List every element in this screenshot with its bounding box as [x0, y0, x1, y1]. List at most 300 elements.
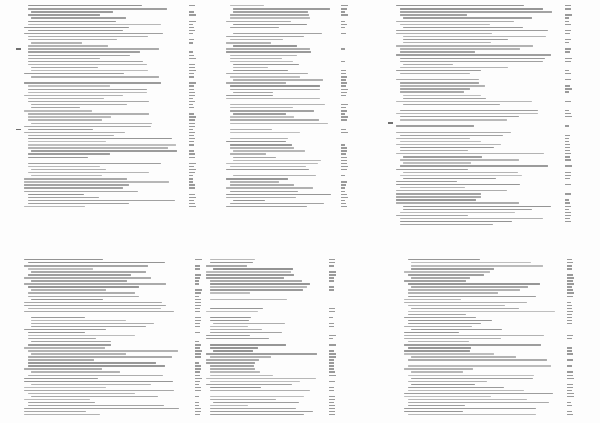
toc-page-number [189, 194, 195, 195]
toc-entry-text [226, 82, 286, 83]
toc-entry-text [403, 162, 471, 163]
toc-entry-text [400, 175, 522, 176]
toc-entry-text [396, 132, 511, 133]
toc-entry-text [400, 165, 548, 166]
toc-page-number [341, 187, 345, 188]
toc-entry-text [24, 305, 166, 306]
toc-page-number [195, 332, 200, 333]
toc-entry-text [28, 129, 93, 130]
toc-entry-text [408, 323, 481, 324]
toc-entry-text [31, 371, 120, 372]
toc-column-bottom-left [24, 258, 202, 416]
toc-entry-text [28, 163, 161, 164]
toc-page-number [195, 378, 202, 379]
toc-page-number [567, 311, 573, 312]
toc-entry-text [404, 350, 470, 351]
toc-entry-text [400, 212, 515, 213]
toc-page-number [195, 356, 201, 357]
toc-page-number [567, 314, 572, 315]
toc-page-number [341, 104, 348, 105]
toc-page-number [567, 359, 573, 360]
toc-entry-text [404, 338, 501, 339]
toc-page-number [189, 24, 193, 25]
toc-entry-text [206, 311, 258, 312]
toc-page-number [567, 384, 573, 385]
toc-entry-text [28, 308, 161, 309]
toc-entry-text [28, 85, 110, 86]
toc-entry-text [24, 277, 151, 278]
toc-entry-text [400, 58, 545, 59]
toc-entry-text [226, 169, 309, 170]
toc-page-number [565, 199, 569, 200]
toc-page-number [565, 14, 572, 15]
toc-entry-text [396, 70, 481, 71]
toc-column-top-middle [226, 4, 348, 208]
toc-page-number [341, 95, 346, 96]
toc-page-number [195, 317, 201, 318]
toc-entry-text [210, 317, 251, 318]
toc-page-number [567, 335, 573, 336]
toc-entry-text [404, 393, 553, 394]
toc-entry-text [233, 160, 321, 161]
toc-entry-text [396, 138, 470, 139]
toc-entry-text [28, 393, 135, 394]
toc-entry-text [28, 138, 172, 139]
toc-entry-text [403, 42, 491, 43]
toc-entry-text [400, 110, 538, 111]
toc-page-number [195, 277, 200, 278]
toc-page-number [195, 259, 202, 260]
toc-page-number [565, 91, 569, 92]
toc-page-number [189, 73, 194, 74]
toc-entry-text [404, 353, 494, 354]
toc-entry-text [230, 119, 319, 120]
toc-entry-text [400, 218, 543, 219]
toc-entry-text [230, 191, 298, 192]
toc-entry-text [24, 329, 106, 330]
toc-page-number [341, 169, 347, 170]
toc-entry-text [210, 280, 302, 281]
toc-page-number [341, 163, 347, 164]
toc-page-number [189, 197, 196, 198]
toc-entry-text [28, 335, 135, 336]
toc-entry-text [408, 390, 524, 391]
toc-entry-text [28, 274, 131, 275]
toc-page-number [565, 42, 569, 43]
toc-entry-text [210, 396, 304, 397]
toc-entry-text [400, 135, 503, 136]
toc-entry-text [403, 178, 496, 179]
toc-entry-text [206, 265, 247, 266]
toc-entry-text [213, 402, 299, 403]
toc-entry-text [403, 27, 523, 28]
toc-page-number [189, 113, 194, 114]
toc-entry-text [396, 54, 551, 55]
toc-entry-text [28, 24, 161, 25]
toc-entry-text [28, 8, 167, 9]
toc-page-number [565, 5, 571, 6]
toc-entry-text [411, 356, 516, 357]
toc-entry-text [28, 197, 99, 198]
toc-column-top-right [396, 4, 572, 226]
toc-entry-text [400, 51, 475, 52]
toc-page-number [329, 399, 335, 400]
toc-page-number [341, 8, 347, 9]
toc-page-number [189, 144, 194, 145]
toc-entry-text [233, 11, 308, 12]
toc-page-number [195, 341, 199, 342]
toc-entry-text [28, 332, 85, 333]
toc-entry-text [206, 271, 291, 272]
toc-page-number [329, 259, 335, 260]
toc-entry-text [226, 206, 307, 207]
toc-page-number [341, 191, 345, 192]
toc-page-number [565, 113, 571, 114]
toc-entry-text [226, 48, 310, 49]
toc-entry-text [24, 181, 169, 182]
toc-entry-text [206, 378, 316, 379]
toc-page-number [565, 165, 572, 166]
toc-entry-text [210, 326, 248, 327]
toc-entry-text [28, 21, 116, 22]
toc-entry-text [233, 64, 299, 65]
toc-page-number [565, 221, 571, 222]
toc-page-number [189, 187, 195, 188]
toc-entry-text [31, 320, 126, 321]
toc-entry-text [28, 359, 94, 360]
toc-page-number [565, 70, 569, 71]
toc-entry-text [31, 323, 154, 324]
toc-page-number [565, 48, 571, 49]
toc-entry-text [408, 402, 549, 403]
toc-page-number [189, 150, 194, 151]
toc-entry-text [411, 262, 531, 263]
toc-entry-text [230, 153, 266, 154]
toc-entry-text [233, 200, 265, 201]
toc-entry-text [206, 274, 294, 275]
toc-entry-text [31, 289, 106, 290]
toc-page-number [567, 323, 572, 324]
toc-entry-text [403, 95, 481, 96]
toc-entry-text [408, 296, 536, 297]
toc-page-number [565, 156, 570, 157]
toc-page-number [329, 277, 334, 278]
toc-entry-text [226, 42, 271, 43]
toc-page-number [329, 317, 333, 318]
toc-entry-text [408, 311, 555, 312]
toc-entry-text [206, 335, 250, 336]
toc-page-number [189, 11, 194, 12]
toc-entry-text [24, 95, 123, 96]
toc-entry-text [226, 187, 313, 188]
toc-entry-text [396, 101, 532, 102]
toc-page-number [195, 371, 200, 372]
toc-entry-text [230, 144, 292, 145]
toc-entry-text [28, 141, 106, 142]
toc-page-number [341, 116, 348, 117]
toc-page-number [195, 323, 200, 324]
toc-entry-text [403, 98, 486, 99]
toc-entry-text [28, 203, 129, 204]
toc-entry-text [404, 344, 541, 345]
toc-entry-text [226, 178, 288, 179]
toc-entry-text [31, 76, 159, 77]
toc-entry-text [230, 129, 272, 130]
toc-page-number [565, 33, 570, 34]
toc-page-number [567, 365, 572, 366]
toc-entry-text [233, 67, 268, 68]
toc-entry-text [31, 299, 103, 300]
toc-entry-text [31, 123, 152, 124]
toc-entry-text [24, 184, 129, 185]
toc-entry-text [396, 144, 501, 145]
toc-entry-text [411, 371, 463, 372]
toc-page-number [341, 206, 347, 207]
toc-entry-text [230, 27, 279, 28]
toc-entry-text [28, 135, 114, 136]
toc-entry-text [411, 268, 494, 269]
toc-entry-text [230, 203, 324, 204]
toc-entry-text [28, 350, 178, 351]
toc-entry-text [28, 58, 100, 59]
toc-entry-text [28, 375, 163, 376]
toc-entry-text [400, 11, 552, 12]
toc-entry-text [408, 292, 498, 293]
toc-page-number [329, 326, 334, 327]
toc-entry-text [408, 283, 540, 284]
toc-entry-text [31, 271, 146, 272]
toc-page-number [195, 387, 201, 388]
toc-entry-text [230, 76, 300, 77]
toc-page-number [189, 203, 195, 204]
toc-entry-text [396, 125, 474, 126]
toc-page-number [341, 153, 346, 154]
toc-page-number [341, 21, 345, 22]
toc-page-number [329, 353, 336, 354]
toc-entry-text [230, 184, 294, 185]
toc-entry-text [400, 187, 465, 188]
toc-entry-text [408, 274, 484, 275]
toc-page-number [567, 378, 574, 379]
toc-page-number [189, 178, 193, 179]
toc-entry-text [400, 141, 481, 142]
toc-page-number [565, 193, 571, 194]
toc-page-number [341, 24, 347, 25]
toc-page-number [341, 79, 346, 80]
toc-page-number [565, 138, 569, 139]
toc-page-number [189, 27, 194, 28]
toc-page-number [329, 375, 336, 376]
toc-entry-text [206, 384, 292, 385]
toc-entry-text [24, 302, 162, 303]
toc-entry-text [28, 5, 142, 6]
toc-page-number [567, 296, 573, 297]
toc-entry-text [408, 365, 551, 366]
toc-entry-text [28, 200, 175, 201]
toc-entry-text [230, 104, 325, 105]
toc-entry-text [28, 338, 96, 339]
toc-page-number [189, 163, 196, 164]
toc-page-number [341, 175, 345, 176]
toc-page-number [567, 393, 574, 394]
toc-entry-text [31, 353, 126, 354]
toc-page-number [341, 27, 345, 28]
toc-entry-text [404, 335, 544, 336]
toc-page-number [195, 365, 201, 366]
toc-entry-text [233, 175, 316, 176]
toc-entry-text [28, 166, 100, 167]
toc-entry-text [28, 402, 95, 403]
toc-page-number [341, 129, 346, 130]
toc-entry-text [226, 197, 296, 198]
toc-entry-text [31, 67, 98, 68]
toc-entry-text [396, 202, 519, 203]
toc-entry-text [400, 48, 520, 49]
toc-entry-text [408, 375, 534, 376]
toc-entry-text [408, 259, 480, 260]
toc-page-number [329, 338, 333, 339]
toc-entry-text [24, 110, 92, 111]
toc-entry-text [28, 92, 147, 93]
toc-entry-text [31, 175, 102, 176]
toc-entry-text [403, 206, 551, 207]
toc-entry-text [400, 150, 468, 151]
toc-page-number [189, 184, 195, 185]
toc-entry-text [24, 126, 151, 127]
toc-entry-text [404, 317, 476, 318]
toc-entry-text [28, 172, 149, 173]
toc-entry-text [210, 308, 263, 309]
toc-entry-text [28, 194, 84, 195]
toc-page-number [195, 326, 200, 327]
toc-entry-text [28, 286, 139, 287]
toc-page-number [329, 335, 336, 336]
toc-page-number [329, 265, 334, 266]
toc-page-number [567, 402, 571, 403]
toc-entry-text [411, 286, 528, 287]
toc-page-number [189, 126, 195, 127]
toc-entry-text [404, 396, 491, 397]
toc-entry-text [396, 79, 479, 80]
toc-entry-text [396, 184, 520, 185]
toc-entry-text [230, 61, 293, 62]
toc-entry-text [210, 375, 273, 376]
toc-entry-text [28, 64, 147, 65]
toc-entry-text [230, 110, 314, 111]
toc-page-number [329, 387, 334, 388]
toc-page-number [189, 67, 195, 68]
toc-page-number [341, 144, 345, 145]
toc-page-number [565, 218, 570, 219]
toc-entry-text [28, 55, 130, 56]
toc-page-number [341, 48, 345, 49]
toc-entry-text [230, 14, 309, 15]
toc-entry-text [210, 371, 260, 372]
toc-entry-text [403, 209, 532, 210]
toc-page-number [341, 14, 348, 15]
toc-entry-text [233, 92, 273, 93]
toc-entry-text [28, 144, 176, 145]
toc-page-number [329, 308, 335, 309]
toc-page-number [341, 184, 346, 185]
toc-entry-text [24, 387, 106, 388]
toc-entry-text [31, 11, 113, 12]
toc-entry-text [28, 14, 100, 15]
toc-page-number [565, 141, 569, 142]
toc-page-number [329, 344, 336, 345]
toc-page-number [565, 30, 571, 31]
toc-entry-text [403, 64, 453, 65]
toc-page-number [195, 353, 201, 354]
toc-page-number [189, 82, 196, 83]
toc-page-number [341, 82, 347, 83]
toc-entry-text [31, 280, 127, 281]
toc-page-number [567, 268, 572, 269]
toc-page-number [189, 30, 195, 31]
toc-page-number [189, 129, 193, 130]
toc-entry-text [396, 181, 457, 182]
toc-page-number [341, 181, 347, 182]
toc-page-number [341, 147, 347, 148]
toc-entry-text [28, 356, 172, 357]
toc-entry-text [28, 157, 88, 158]
toc-page-number [567, 265, 572, 266]
toc-column-bottom-middle [206, 258, 336, 416]
toc-entry-text [28, 362, 156, 363]
toc-page-number [195, 292, 201, 293]
toc-page-number [189, 92, 195, 93]
toc-entry-text [31, 150, 177, 151]
toc-page-number [329, 289, 334, 290]
toc-entry-text [28, 116, 111, 117]
toc-page-number [565, 172, 571, 173]
toc-page-number [341, 119, 347, 120]
toc-entry-text [233, 157, 276, 158]
toc-entry-text [400, 67, 508, 68]
toc-page-number [329, 359, 334, 360]
toc-entry-text [210, 356, 271, 357]
toc-entry-text [404, 408, 536, 409]
toc-entry-text [400, 88, 470, 89]
toc-entry-text [206, 277, 284, 278]
toc-entry-text [210, 405, 248, 406]
toc-page-number [567, 387, 573, 388]
toc-entry-text [24, 347, 105, 348]
toc-page-number [189, 104, 193, 105]
toc-page-number [567, 283, 574, 284]
toc-column-top-left [24, 4, 196, 208]
toc-entry-text [230, 39, 283, 40]
toc-entry-text [396, 21, 514, 22]
toc-page-number [341, 157, 347, 158]
toc-entry-text [24, 82, 161, 83]
toc-page-number [567, 353, 573, 354]
toc-entry-text [28, 101, 149, 102]
toc-entry-text [233, 70, 288, 71]
toc-page-number [565, 206, 571, 207]
toc-entry-text [400, 82, 479, 83]
toc-entry-text [28, 113, 149, 114]
toc-page-number [195, 396, 199, 397]
toc-entry-text [226, 163, 318, 164]
toc-entry-text [206, 359, 259, 360]
toc-entry-text [28, 268, 93, 269]
toc-entry-text [403, 172, 518, 173]
toc-entry-text [210, 390, 310, 391]
toc-entry-text [226, 194, 331, 195]
toc-entry-text [411, 308, 519, 309]
toc-entry-text [233, 33, 322, 34]
